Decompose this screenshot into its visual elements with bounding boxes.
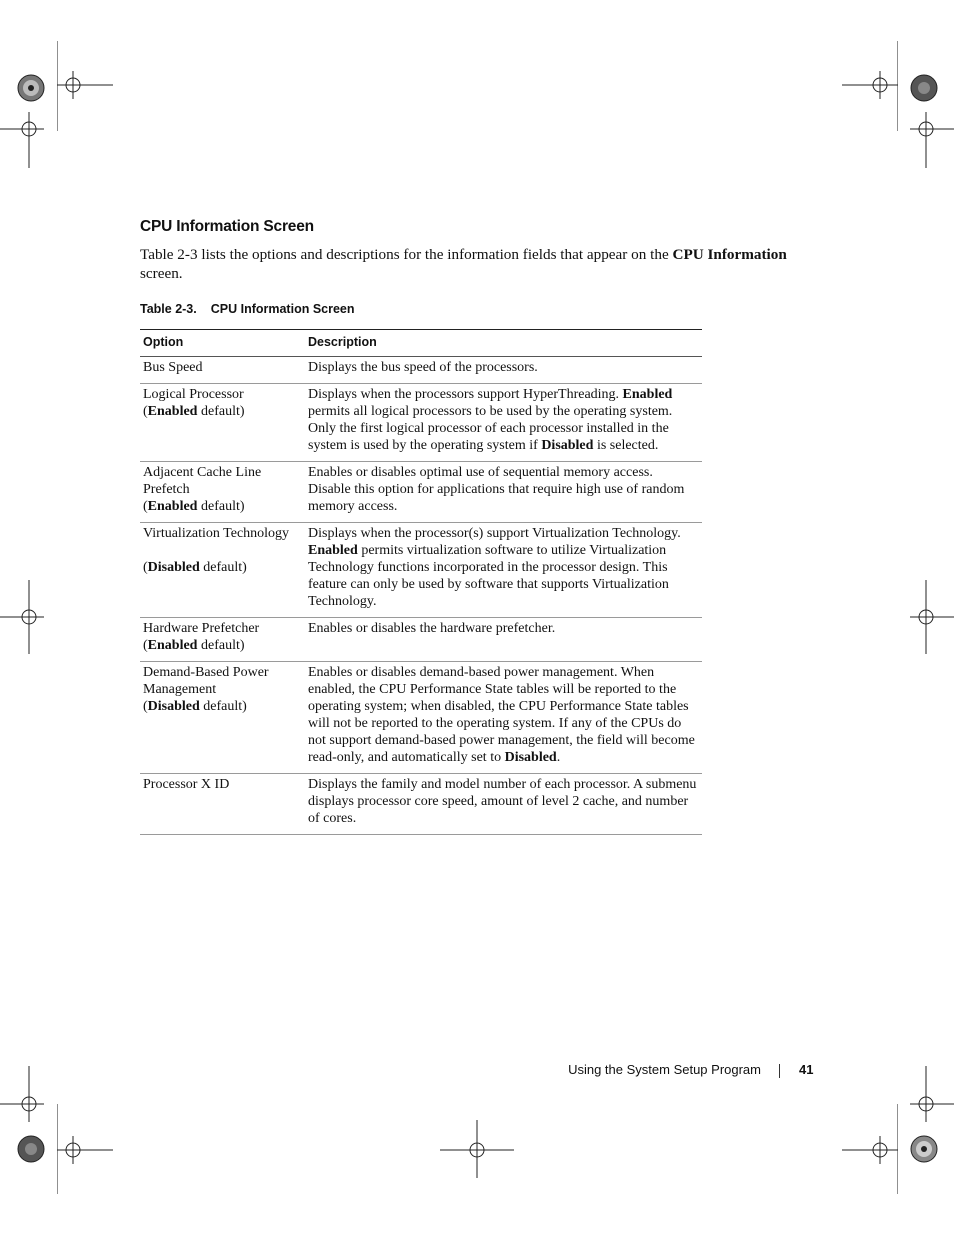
description-bold: Enabled xyxy=(308,543,358,558)
option-label: Hardware Prefetcher xyxy=(143,621,260,636)
description-text: permits all logical processors to be used by the operating system. Only the first logical processor of each processor installed in the system is used by the operating system if xyxy=(308,404,673,453)
table-row xyxy=(140,462,702,523)
default-suffix: default) xyxy=(197,499,245,514)
table-caption xyxy=(140,302,355,316)
default-value: Enabled xyxy=(147,404,198,419)
footer-section-name: Using the System Setup Program xyxy=(568,1062,761,1077)
table-caption-label: Table 2-3. xyxy=(140,302,197,316)
description-text: Enables or disables demand-based power management. When enabled, the CPU Performance State tables will be reported to the operating system; when disabled, the CPU Performance State tables will not be reported to the operating system. If any of the CPUs do not support demand-based power management, the field will become read-only, and automatically set to xyxy=(308,665,695,765)
table-row xyxy=(140,384,702,462)
description-cell xyxy=(305,384,702,462)
table-row xyxy=(140,523,702,618)
footer-divider xyxy=(779,1064,780,1078)
option-cell: Logical Processor (Enabled default) xyxy=(140,384,305,462)
option-label: Demand-Based Power xyxy=(143,665,269,680)
crosshair-mark-icon xyxy=(440,1120,514,1178)
description-cell xyxy=(305,523,702,618)
table-row xyxy=(140,618,702,662)
registration-mark-icon xyxy=(16,73,46,103)
default-value: Enabled xyxy=(147,638,198,653)
table-caption-title: CPU Information Screen xyxy=(210,302,355,316)
crosshair-mark-icon xyxy=(0,112,44,168)
intro-bold-term: CPU Information xyxy=(672,246,787,263)
description-cell xyxy=(305,462,702,523)
crosshair-mark-icon xyxy=(0,1066,44,1122)
description-cell xyxy=(305,357,702,384)
description-text: Enables or disables optimal use of sequential memory access. Disable this option for applications that require high use of random memory access. xyxy=(308,465,685,514)
default-value: Disabled xyxy=(147,699,200,714)
cpu-information-table xyxy=(140,329,702,835)
option-label: Prefetch xyxy=(143,482,190,497)
description-cell xyxy=(305,662,702,774)
crosshair-mark-icon xyxy=(0,580,44,654)
option-column-header: Option xyxy=(140,330,305,357)
option-cell: Demand-Based Power Management (Disabled default) xyxy=(140,662,305,774)
crosshair-mark-icon xyxy=(910,580,954,654)
description-cell xyxy=(305,774,702,835)
option-cell: Virtualization Technology (Disabled default) xyxy=(140,523,305,618)
option-label: Adjacent Cache Line xyxy=(143,465,262,480)
crosshair-mark-icon xyxy=(57,41,113,131)
crosshair-mark-icon xyxy=(842,41,898,131)
description-bold: Disabled xyxy=(541,438,594,453)
option-cell xyxy=(140,774,305,835)
table-row xyxy=(140,357,702,384)
description-bold: Disabled xyxy=(504,750,557,765)
crosshair-mark-icon xyxy=(910,112,954,168)
default-suffix: default) xyxy=(199,560,247,575)
option-cell: Adjacent Cache Line Prefetch (Enabled default) xyxy=(140,462,305,523)
crosshair-mark-icon xyxy=(57,1104,113,1194)
table-header-row xyxy=(140,330,702,357)
description-bold: Enabled xyxy=(622,387,673,402)
registration-mark-icon xyxy=(909,73,939,103)
intro-text: Table 2-3 lists the options and descriptions for the information fields that appear on the xyxy=(140,246,673,263)
description-text: Displays the family and model number of each processor. A submenu displays processor core speed, amount of level 2 cache, and number of cores. xyxy=(308,777,697,826)
intro-text-end: screen. xyxy=(140,265,183,282)
default-value: Enabled xyxy=(147,499,198,514)
description-column-header: Description xyxy=(305,330,702,357)
option-label: Bus Speed xyxy=(143,360,203,375)
description-text: Displays when the processors support HyperThreading. xyxy=(308,387,623,402)
description-text: Enables or disables the hardware prefetcher. xyxy=(308,621,556,636)
option-label: Management xyxy=(143,682,217,697)
option-cell: Hardware Prefetcher (Enabled default) xyxy=(140,618,305,662)
option-label: Virtualization Technology xyxy=(143,526,290,541)
description-text: . xyxy=(556,750,561,765)
description-text: permits virtualization software to utilize Virtualization Technology functions incorporated in the processor design. This feature can only be used by software that supports Virtualization Technology. xyxy=(308,543,669,609)
default-suffix: default) xyxy=(197,638,245,653)
default-value: Disabled xyxy=(147,560,200,575)
default-suffix: default) xyxy=(197,404,245,419)
registration-mark-icon xyxy=(16,1134,46,1164)
option-label: Logical Processor xyxy=(143,387,244,402)
page-number: 41 xyxy=(799,1062,814,1077)
registration-mark-icon xyxy=(909,1134,939,1164)
option-label: Processor X ID xyxy=(143,777,230,792)
section-title: CPU Information Screen xyxy=(140,218,314,235)
option-cell xyxy=(140,357,305,384)
intro-paragraph xyxy=(140,245,820,283)
crosshair-mark-icon xyxy=(842,1104,898,1194)
table-row xyxy=(140,774,702,835)
description-text: is selected. xyxy=(593,438,659,453)
table-row xyxy=(140,662,702,774)
description-cell xyxy=(305,618,702,662)
description-text: Displays when the processor(s) support Virtualization Technology. xyxy=(308,526,681,541)
default-suffix: default) xyxy=(199,699,247,714)
crosshair-mark-icon xyxy=(910,1066,954,1122)
description-text: Displays the bus speed of the processors. xyxy=(308,360,538,375)
